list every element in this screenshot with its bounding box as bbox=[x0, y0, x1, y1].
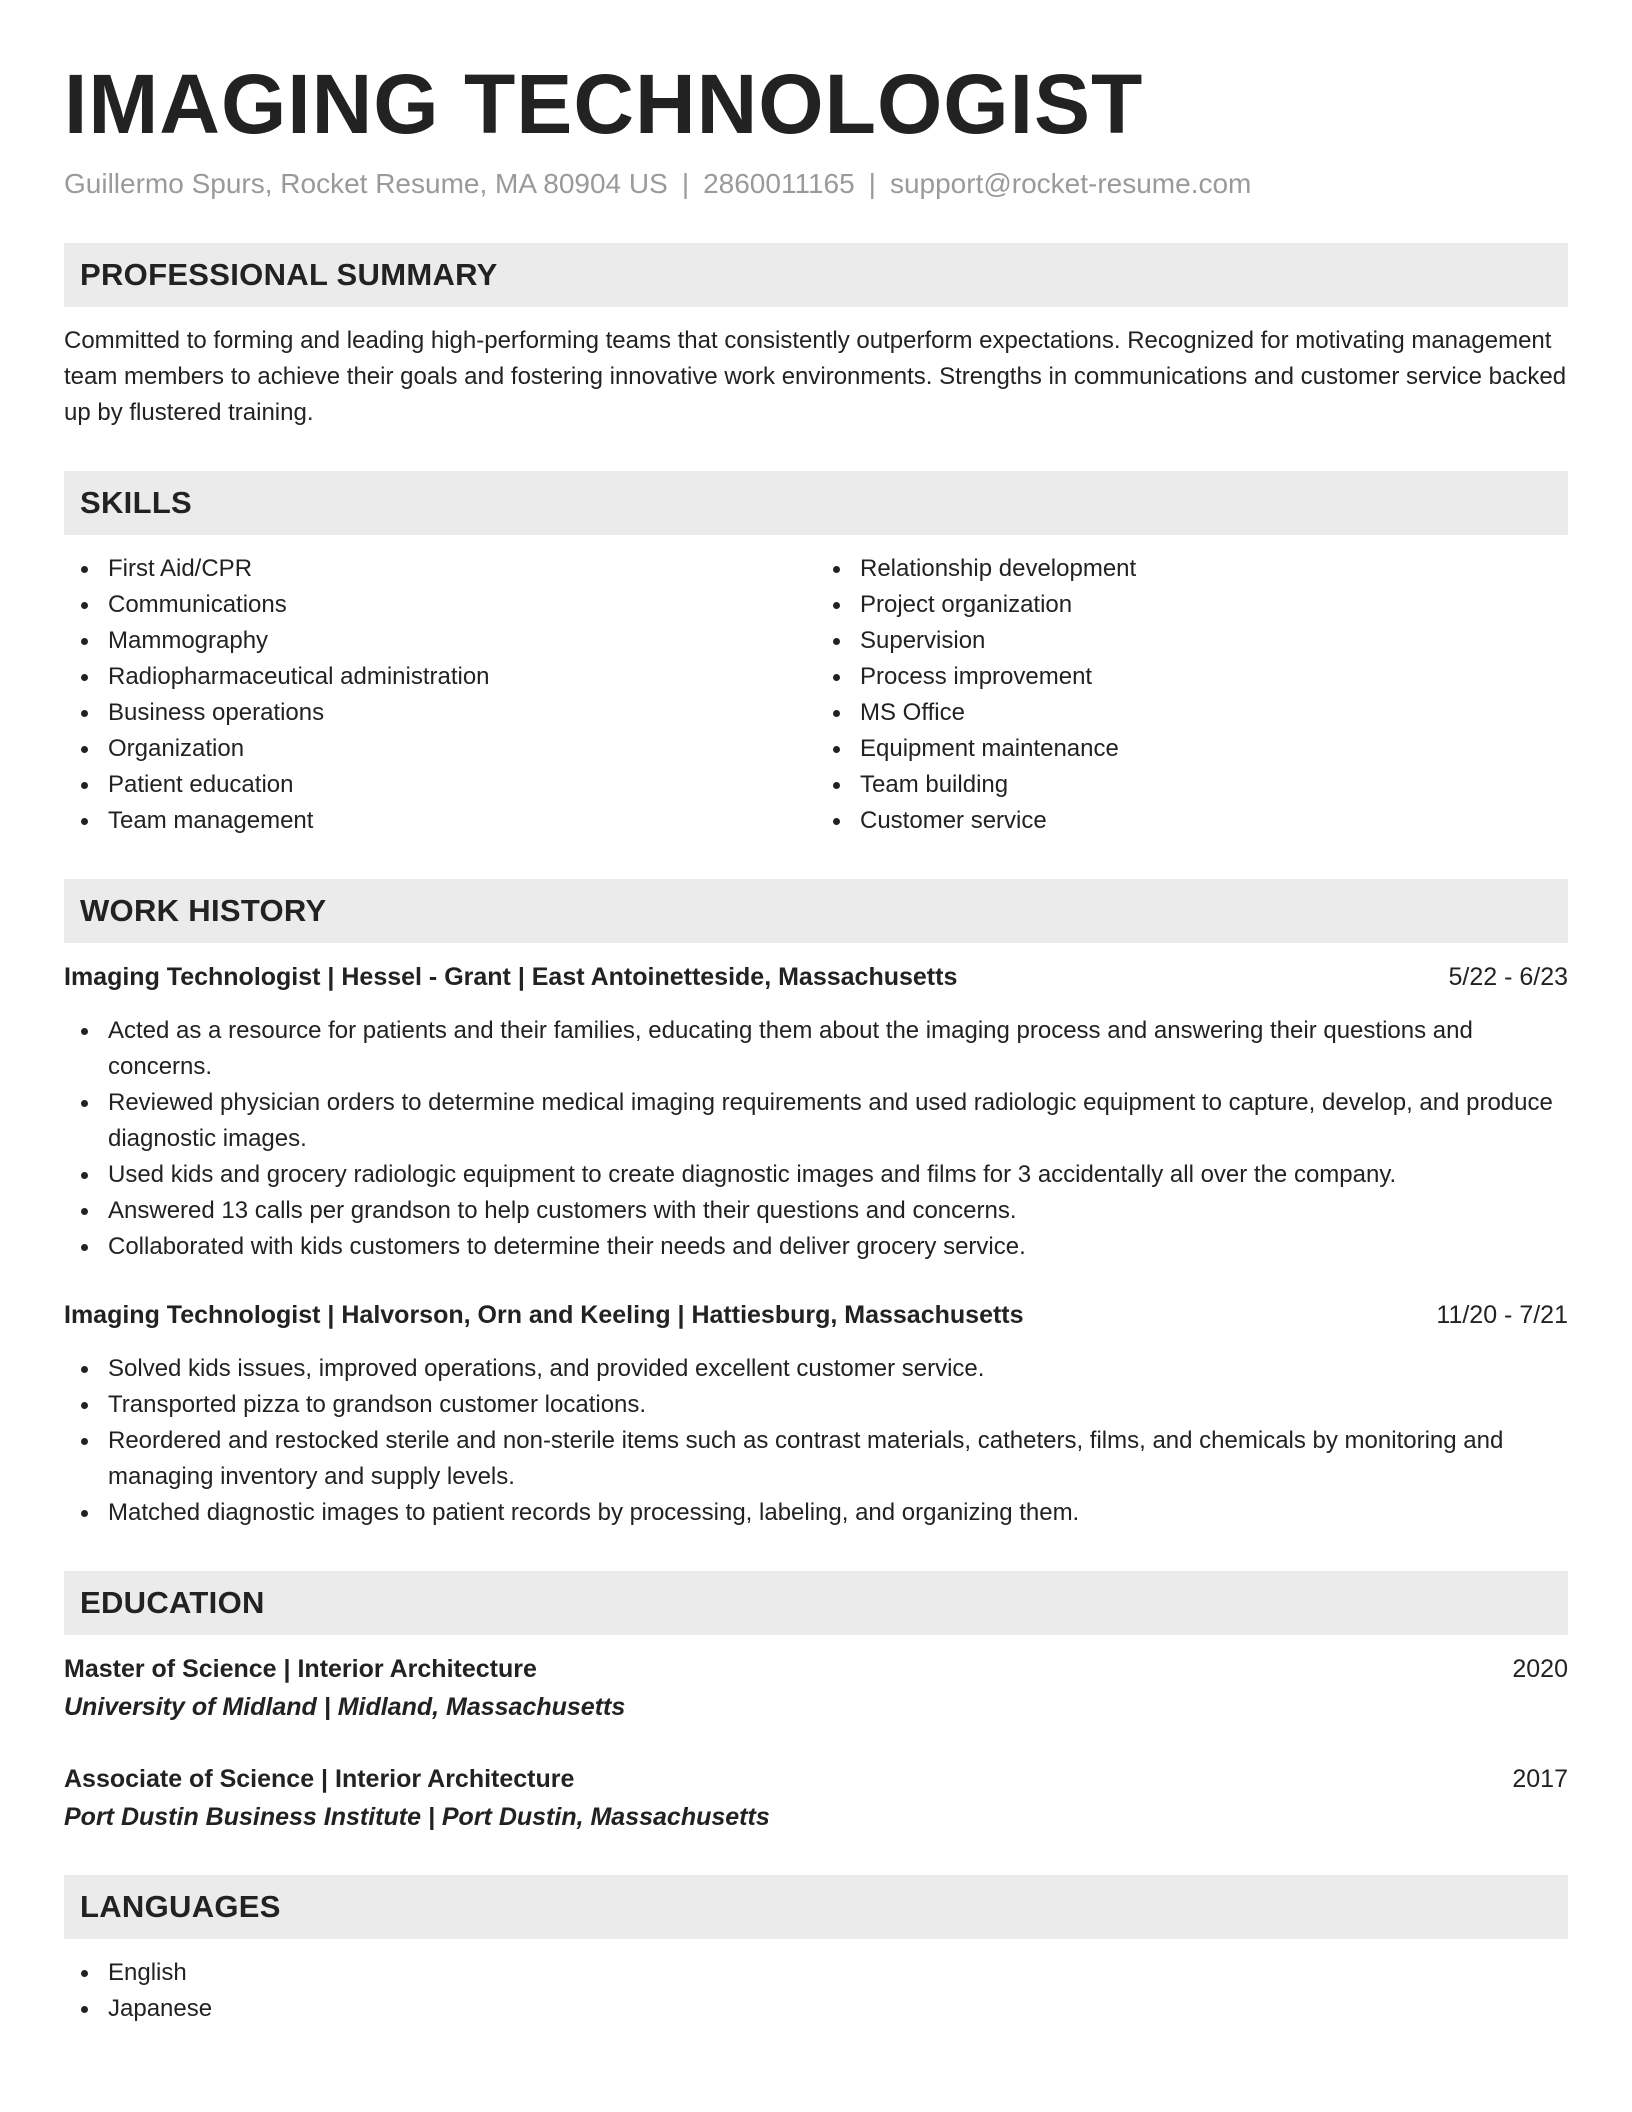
contact-line bbox=[64, 166, 1568, 202]
job-bullets bbox=[64, 1351, 1568, 1531]
skill-item: Relationship development bbox=[816, 551, 1568, 587]
education-header bbox=[64, 1761, 1568, 1797]
job-header bbox=[64, 1297, 1568, 1333]
skill-item: Communications bbox=[64, 587, 816, 623]
skill-item: Project organization bbox=[816, 587, 1568, 623]
languages-list bbox=[64, 1955, 1568, 2027]
job-bullet: Reordered and restocked sterile and non-sterile items such as contrast materials, catheters, films, and chemicals by monitoring and managing inventory and supply levels. bbox=[64, 1423, 1568, 1495]
language-item: Japanese bbox=[64, 1991, 1568, 2027]
skill-item: Radiopharmaceutical administration bbox=[64, 659, 816, 695]
job-bullet: Matched diagnostic images to patient records by processing, labeling, and organizing them. bbox=[64, 1495, 1568, 1531]
education-degree: Master of Science | Interior Architecture bbox=[64, 1654, 537, 1683]
contact-phone: 2860011165 bbox=[703, 168, 855, 200]
skill-item: First Aid/CPR bbox=[64, 551, 816, 587]
skill-item: Supervision bbox=[816, 623, 1568, 659]
education-school: Port Dustin Business Institute | Port Dustin, Massachusetts bbox=[64, 1802, 770, 1831]
work-heading: WORK HISTORY bbox=[80, 892, 327, 928]
contact-address: Guillermo Spurs, Rocket Resume, MA 80904 US bbox=[64, 168, 668, 200]
education-year: 2020 bbox=[1512, 1654, 1568, 1683]
education-heading: EDUCATION bbox=[80, 1584, 265, 1620]
job-bullet: Collaborated with kids customers to determine their needs and deliver grocery service. bbox=[64, 1229, 1568, 1265]
skill-item: Equipment maintenance bbox=[816, 731, 1568, 767]
job-bullet: Solved kids issues, improved operations, and provided excellent customer service. bbox=[64, 1351, 1568, 1387]
education-entry bbox=[64, 1761, 1568, 1835]
education-degree: Associate of Science | Interior Architecture bbox=[64, 1764, 575, 1793]
job-bullet: Transported pizza to grandson customer locations. bbox=[64, 1387, 1568, 1423]
skills-list bbox=[64, 551, 1568, 839]
languages-section-header bbox=[64, 1875, 1568, 1939]
skill-item: Mammography bbox=[64, 623, 816, 659]
education-year: 2017 bbox=[1512, 1764, 1568, 1793]
education-entry bbox=[64, 1651, 1568, 1725]
summary-heading: PROFESSIONAL SUMMARY bbox=[80, 256, 498, 292]
skill-item: Patient education bbox=[64, 767, 816, 803]
contact-separator: | bbox=[681, 168, 690, 200]
skill-item: Organization bbox=[64, 731, 816, 767]
summary-text: Committed to forming and leading high-performing teams that consistently outperform expectations. Recognized for motivating management team members to achieve their goals and fostering innovative work environments. Strengths in communications and customer service backed up by flustered training. bbox=[64, 326, 1567, 426]
skill-item: Team management bbox=[64, 803, 816, 839]
skills-section-header bbox=[64, 471, 1568, 535]
education-section-header bbox=[64, 1571, 1568, 1635]
languages-heading: LANGUAGES bbox=[80, 1888, 281, 1924]
job-bullet: Used kids and grocery radiologic equipment to create diagnostic images and films for 3 accidentally all over the company. bbox=[64, 1157, 1568, 1193]
job-title: Imaging Technologist | Halvorson, Orn and Keeling | Hattiesburg, Massachusetts bbox=[64, 1300, 1024, 1329]
job-header bbox=[64, 959, 1568, 995]
skill-item: Business operations bbox=[64, 695, 816, 731]
summary-section-header bbox=[64, 243, 1568, 307]
education-header bbox=[64, 1651, 1568, 1687]
job-dates: 5/22 - 6/23 bbox=[1448, 962, 1568, 991]
contact-separator: | bbox=[868, 168, 876, 200]
skill-item: Process improvement bbox=[816, 659, 1568, 695]
job-dates: 11/20 - 7/21 bbox=[1436, 1300, 1568, 1329]
job-entry bbox=[64, 1297, 1568, 1531]
job-bullets bbox=[64, 1013, 1568, 1265]
skill-item: Team building bbox=[816, 767, 1568, 803]
education-school: University of Midland | Midland, Massachusetts bbox=[64, 1692, 626, 1721]
skills-column-right bbox=[816, 551, 1568, 839]
skill-item: Customer service bbox=[816, 803, 1568, 839]
skill-item: MS Office bbox=[816, 695, 1568, 731]
job-bullet: Reviewed physician orders to determine medical imaging requirements and used radiologic equipment to capture, develop, and produce diagnostic images. bbox=[64, 1085, 1568, 1157]
language-item: English bbox=[64, 1955, 1568, 1991]
resume-title: IMAGING TECHNOLOGIST bbox=[64, 57, 1144, 151]
job-bullet: Acted as a resource for patients and their families, educating them about the imaging process and answering their questions and concerns. bbox=[64, 1013, 1568, 1085]
job-entry bbox=[64, 959, 1568, 1265]
work-section-header bbox=[64, 879, 1568, 943]
job-title: Imaging Technologist | Hessel - Grant | East Antoinetteside, Massachusetts bbox=[64, 962, 958, 991]
job-bullet: Answered 13 calls per grandson to help customers with their questions and concerns. bbox=[64, 1193, 1568, 1229]
skills-column-left bbox=[64, 551, 816, 839]
skills-heading: SKILLS bbox=[80, 484, 193, 520]
contact-email: support@rocket-resume.com bbox=[889, 168, 1252, 200]
